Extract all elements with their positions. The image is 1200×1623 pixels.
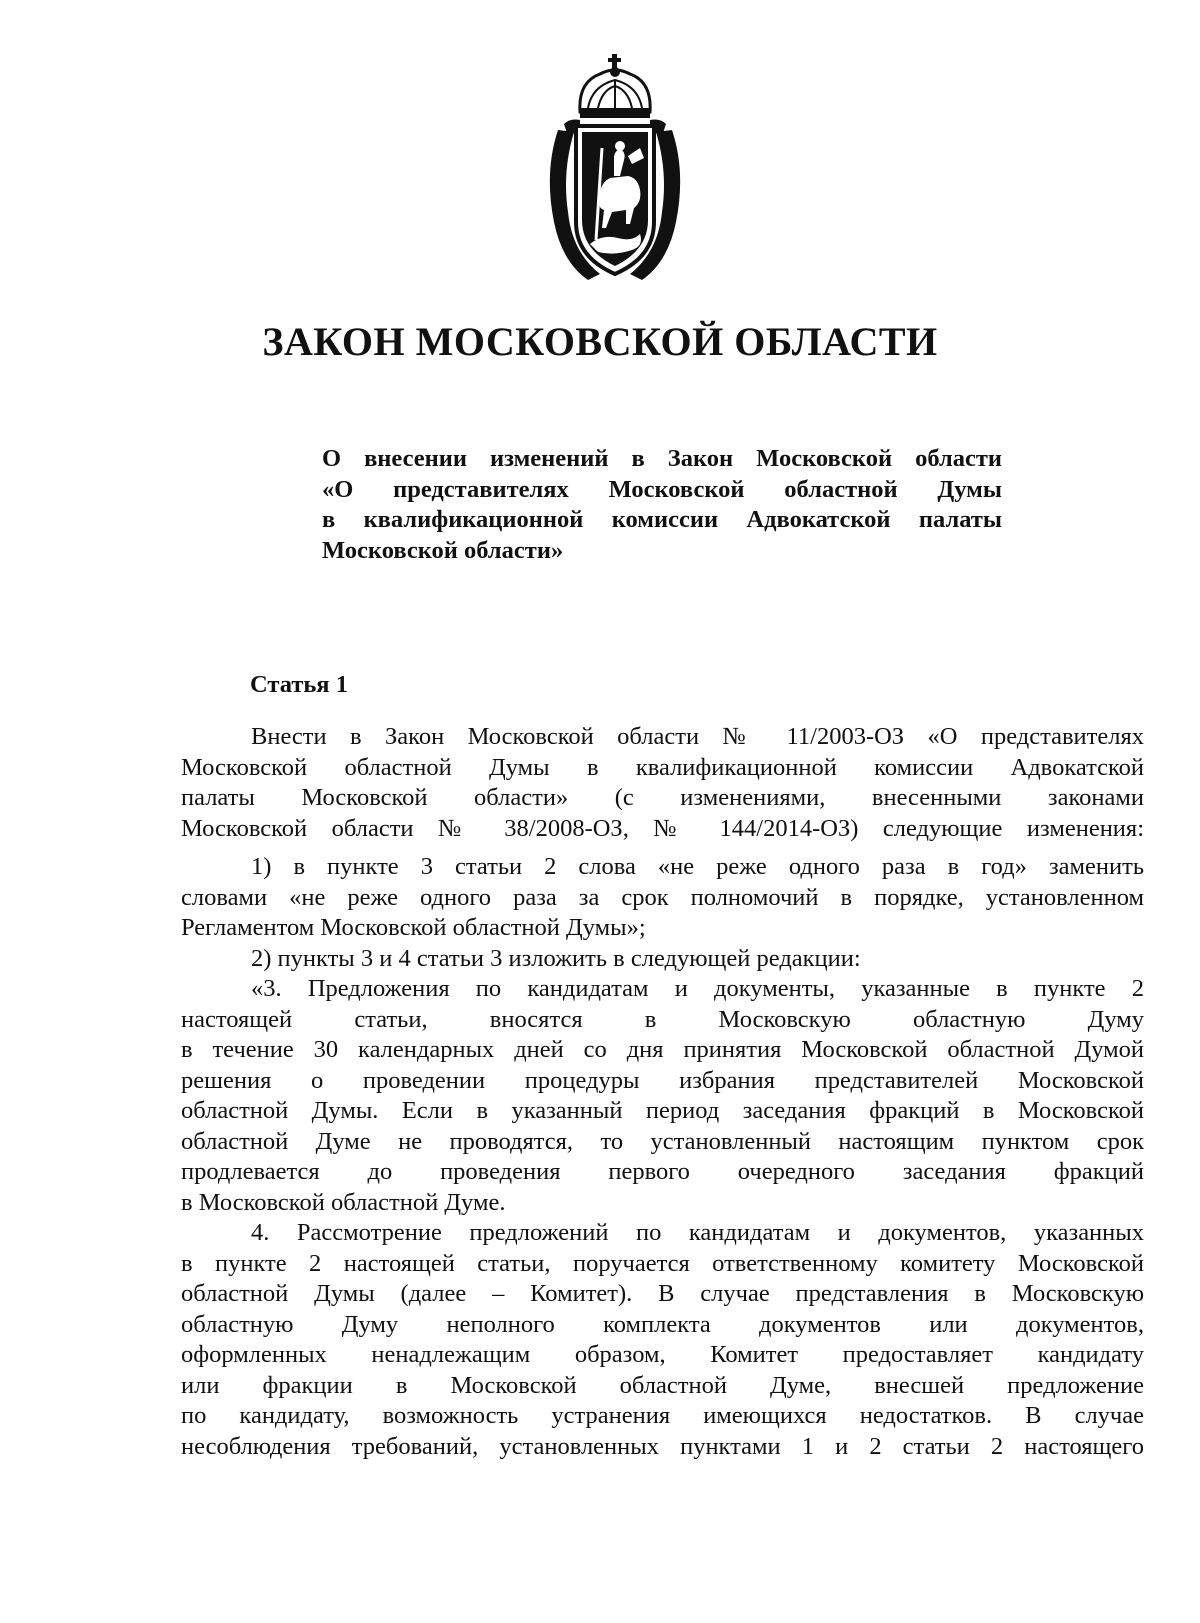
- text-line: областной Думы (далее – Комитет). В случае представления в Московскую: [181, 1280, 1144, 1307]
- text-line: в пункте 2 настоящей статьи, поручается ответственному комитету Московской: [181, 1249, 1144, 1277]
- text-line: Московской областной Думы в квалификационной комиссии Адвокатской: [181, 753, 1144, 781]
- text-line: 2) пункты 3 и 4 статьи 3 изложить в следующей редакции:: [251, 944, 861, 972]
- text-line: несоблюдения требований, установленных пунктами 1 и 2 статьи 2 настоящего: [181, 1432, 1144, 1460]
- text-line: в Московской областной Думе.: [181, 1188, 506, 1216]
- law-title: ЗАКОН МОСКОВСКОЙ ОБЛАСТИ: [262, 319, 938, 364]
- subject-line: О внесении изменений в Закон Московской области: [322, 445, 1002, 472]
- text-line: по кандидату, возможность устранения имеющихся недостатков. В случае: [181, 1402, 1144, 1429]
- coat-of-arms-emblem: [540, 52, 690, 290]
- text-line: продлевается до проведения первого очередного заседания фракций: [181, 1158, 1144, 1185]
- text-line: палаты Московской области» (с изменениями, внесенными законами: [181, 784, 1144, 811]
- text-line: Регламентом Московской областной Думы»;: [181, 914, 646, 941]
- subject-line: в квалификационной комиссии Адвокатской палаты: [322, 506, 1002, 533]
- text-line: решения о проведении процедуры избрания представителей Московской: [181, 1066, 1144, 1094]
- text-line: 4. Рассмотрение предложений по кандидатам и документов, указанных: [251, 1219, 1144, 1246]
- subject-line: «О представителях Московской областной Думы: [322, 475, 1002, 503]
- text-line: Внести в Закон Московской области № 11/2003-ОЗ «О представителях: [251, 723, 1144, 750]
- text-line: областную Думу неполного комплекта документов или документов,: [181, 1310, 1144, 1338]
- text-line: областной Думы. Если в указанный период заседания фракций в Московской: [181, 1097, 1144, 1124]
- subject-line: Московской области»: [322, 536, 564, 564]
- text-line: настоящей статьи, вносятся в Московскую областную Думу: [181, 1005, 1144, 1033]
- article-body: [181, 852, 1144, 1462]
- text-line: Московской области № 38/2008-ОЗ, № 144/2014-ОЗ) следующие изменения:: [181, 814, 1144, 842]
- text-line: словами «не реже одного раза за срок полномочий в порядке, установленном: [181, 883, 1144, 911]
- text-line: областной Думе не проводятся, то установленный настоящим пунктом срок: [181, 1127, 1144, 1155]
- article-intro: [181, 722, 1144, 844]
- text-line: в течение 30 календарных дней со дня принятия Московской областной Думой: [181, 1036, 1144, 1063]
- text-line: оформленных ненадлежащим образом, Комитет предоставляет кандидату: [181, 1341, 1144, 1368]
- text-line: или фракции в Московской областной Думе, внесшей предложение: [181, 1371, 1144, 1399]
- article-heading: Статья 1: [250, 671, 348, 698]
- text-line: 1) в пункте 3 статьи 2 слова «не реже одного раза в год» заменить: [251, 853, 1144, 880]
- law-subject: [322, 444, 1002, 566]
- text-line: «3. Предложения по кандидатам и документы, указанные в пункте 2: [251, 975, 1144, 1002]
